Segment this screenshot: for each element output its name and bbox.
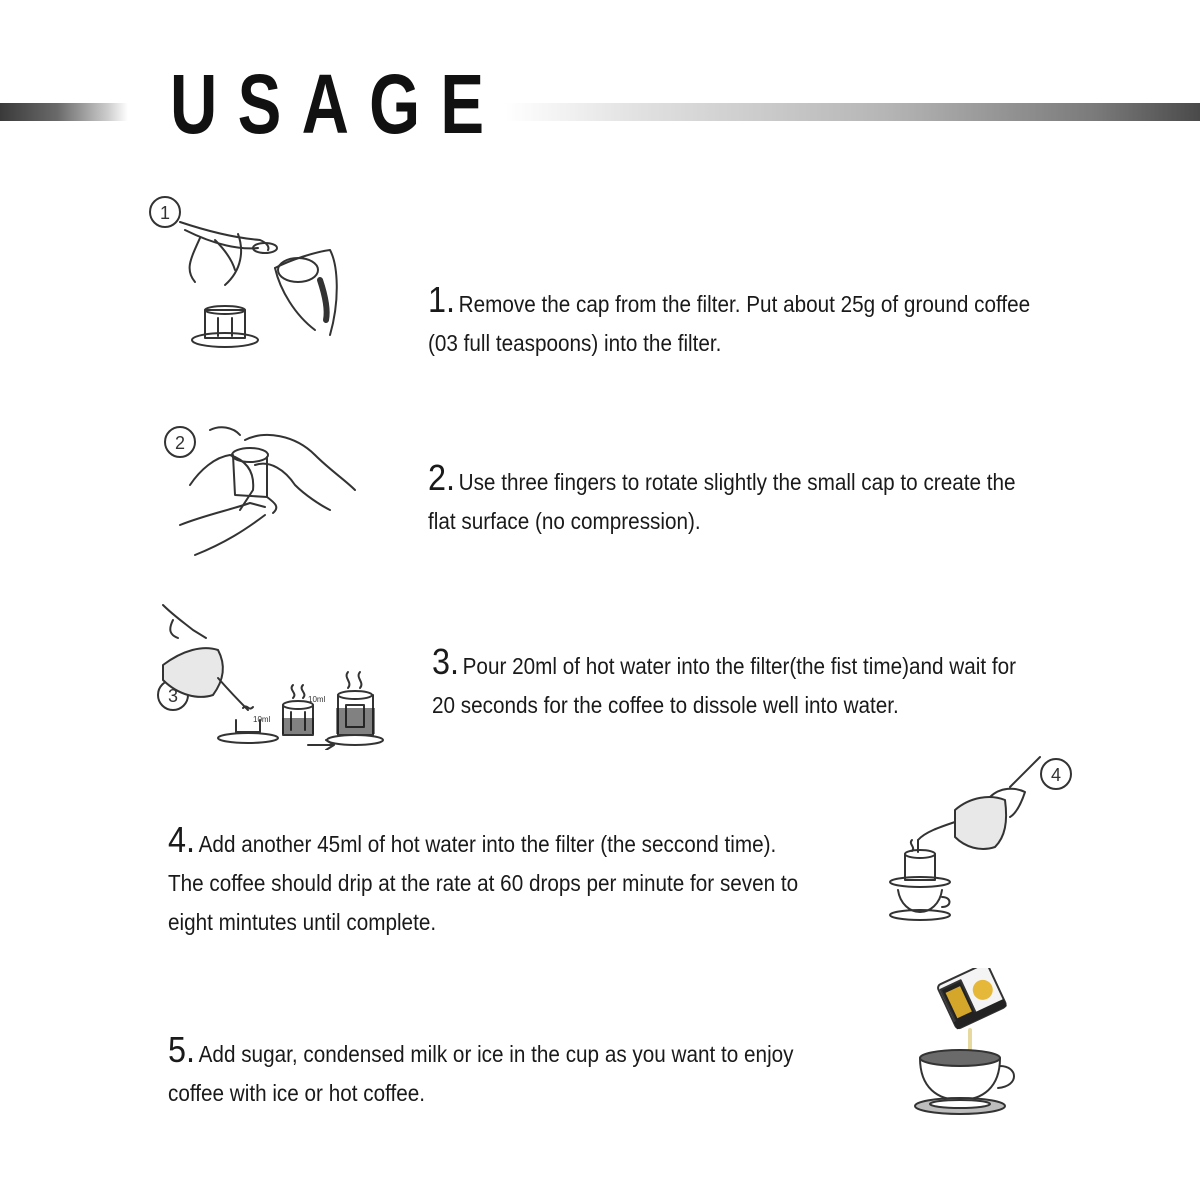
step-1-text: 1. Remove the cap from the filter. Put about 25g of ground coffee (03 full teaspoons) into the filter. — [428, 279, 1031, 356]
kettle-pour-icon — [148, 600, 388, 750]
page-title: USAGE — [170, 57, 505, 151]
step-5-text: 5. Add sugar, condensed milk or ice in the cup as you want to enjoy coffee with ice or hot coffee. — [168, 1029, 794, 1106]
step-4-badge: 4 — [1050, 765, 1062, 785]
step-2-badge: 2 — [174, 433, 186, 453]
header-bar-right — [505, 103, 1200, 121]
volume-label-1: 10ml — [253, 715, 271, 724]
header-bar-left — [0, 103, 128, 121]
step-4-text: 4. Add another 45ml of hot water into the filter (the seccond time). The coffee should drip at the rate at 60 drops per minute for seven to eight mintutes until complete. — [168, 819, 799, 935]
spoon-filter-icon — [140, 190, 350, 360]
milk-can-cup-icon — [900, 968, 1040, 1118]
hands-rotating-cap-icon — [155, 415, 365, 565]
volume-label-2: 10ml — [308, 695, 326, 704]
step-3-badge: 3 — [167, 686, 179, 706]
step-3-text: 3. Pour 20ml of hot water into the filter(the fist time)and wait for 20 seconds for the coffee to dissole well into water. — [432, 641, 1017, 718]
step-1-badge: 1 — [159, 203, 171, 223]
step-2-text: 2. Use three fingers to rotate slightly the small cap to create the flat surface (no compression). — [428, 457, 1016, 534]
kettle-drip-icon — [880, 752, 1080, 927]
